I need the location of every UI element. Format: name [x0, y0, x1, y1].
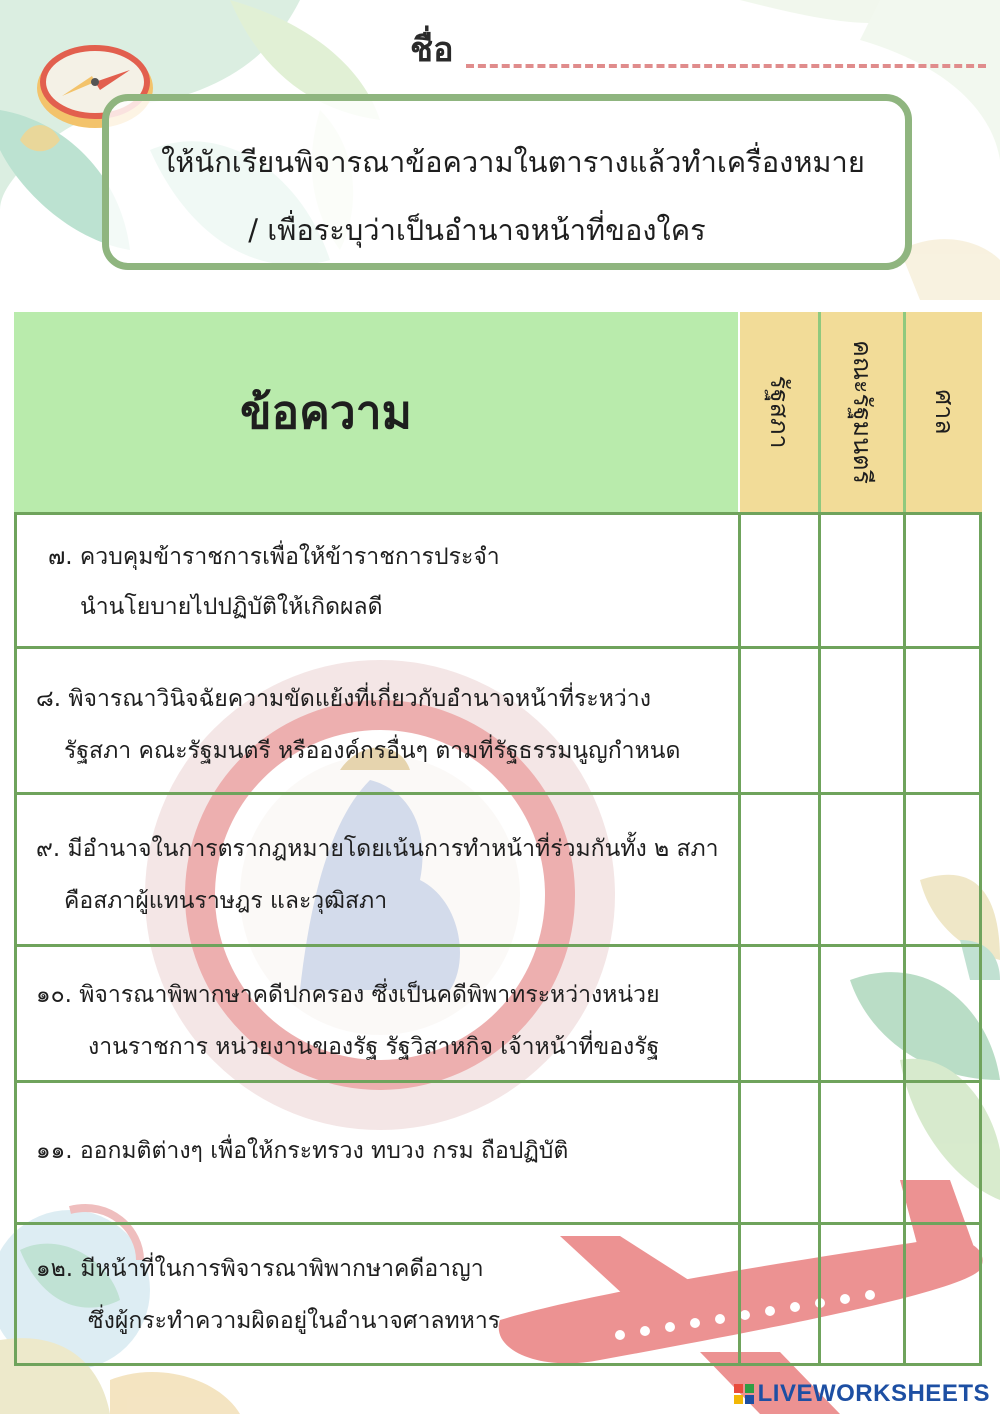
instruction-box	[102, 94, 912, 270]
answer-cell-cabinet[interactable]	[821, 515, 903, 646]
row-text-line-2: ซึ่งผู้กระทำความผิดอยู่ในอำนาจศาลทหาร	[88, 1308, 501, 1334]
column-header-label: คณะรัฐมนตรี	[848, 340, 877, 484]
row-text-line-2: งานราชการ หน่วยงานของรัฐ รัฐวิสาหกิจ เจ้าหน้าที่ของรัฐ	[88, 1034, 660, 1060]
liveworksheets-logo-text: LIVEWORKSHEETS	[757, 1380, 990, 1407]
row-text-line-1: ๙. มีอำนาจในการตรากฎหมายโดยเน้นการทำหน้าที่ร่วมกันทั้ง ๒ สภา	[36, 836, 719, 862]
answer-cell-parliament[interactable]	[741, 795, 818, 944]
column-header-label: รัฐสภา	[765, 375, 794, 449]
row-text-line-1: ๑๑. ออกมติต่างๆ เพื่อให้กระทรวง ทบวง กรม ถือปฏิบัติ	[36, 1138, 569, 1164]
answer-cell-parliament[interactable]	[741, 649, 818, 792]
answer-cell-court[interactable]	[906, 795, 979, 944]
answer-cell-court[interactable]	[906, 1225, 979, 1363]
row-text-line-2: นำนโยบายไปปฏิบัติให้เกิดผลดี	[80, 594, 383, 620]
liveworksheets-logo[interactable]	[734, 1380, 990, 1408]
grid-line	[979, 512, 982, 1366]
answer-cell-court[interactable]	[906, 1083, 979, 1222]
column-header-label: ศาล	[930, 389, 959, 435]
row-text-line-1: ๑๐. พิจารณาพิพากษาคดีปกครอง ซึ่งเป็นคดีพิพาทระหว่างหน่วย	[36, 982, 660, 1008]
answer-cell-court[interactable]	[906, 947, 979, 1080]
column-header-parliament	[740, 312, 818, 512]
worksheet-table	[14, 312, 982, 1366]
column-header-cabinet	[821, 312, 903, 512]
grid-line	[14, 1363, 982, 1366]
table-row	[14, 1083, 738, 1222]
answer-cell-parliament[interactable]	[741, 515, 818, 646]
answer-cell-cabinet[interactable]	[821, 1083, 903, 1222]
row-text-line-2: รัฐสภา คณะรัฐมนตรี หรือองค์กรอื่นๆ ตามที่รัฐธรรมนูญกำหนด	[64, 738, 681, 764]
column-header-court	[906, 312, 982, 512]
name-label: ชื่อ	[410, 30, 454, 70]
instruction-line-1: ให้นักเรียนพิจารณาข้อความในตารางแล้วทำเครื่องหมาย	[161, 145, 865, 179]
answer-cell-court[interactable]	[906, 649, 979, 792]
answer-cell-cabinet[interactable]	[821, 947, 903, 1080]
row-text-line-1: ๘. พิจารณาวินิจฉัยความขัดแย้งที่เกี่ยวกับอำนาจหน้าที่ระหว่าง	[36, 686, 651, 712]
answer-cell-cabinet[interactable]	[821, 649, 903, 792]
table-row	[14, 947, 738, 1080]
instruction-line-2: / เพื่อระบุว่าเป็นอำนาจหน้าที่ของใคร	[248, 213, 706, 247]
table-row	[14, 515, 738, 646]
table-header-statement	[14, 312, 738, 512]
answer-cell-parliament[interactable]	[741, 947, 818, 1080]
row-text-line-1: ๗. ควบคุมข้าราชการเพื่อให้ข้าราชการประจำ	[48, 544, 500, 570]
liveworksheets-logo-icon	[734, 1384, 754, 1404]
table-row	[14, 1225, 738, 1363]
answer-cell-cabinet[interactable]	[821, 1225, 903, 1363]
answer-cell-court[interactable]	[906, 515, 979, 646]
name-input-line[interactable]	[466, 64, 986, 68]
answer-cell-parliament[interactable]	[741, 1083, 818, 1222]
row-text-line-2: คือสภาผู้แทนราษฎร และวุฒิสภา	[64, 888, 388, 914]
row-text-line-1: ๑๒. มีหน้าที่ในการพิจารณาพิพากษาคดีอาญา	[36, 1256, 484, 1282]
answer-cell-cabinet[interactable]	[821, 795, 903, 944]
table-row	[14, 795, 738, 944]
answer-cell-parliament[interactable]	[741, 1225, 818, 1363]
table-row	[14, 649, 738, 792]
statement-header-label: ข้อความ	[240, 384, 412, 439]
